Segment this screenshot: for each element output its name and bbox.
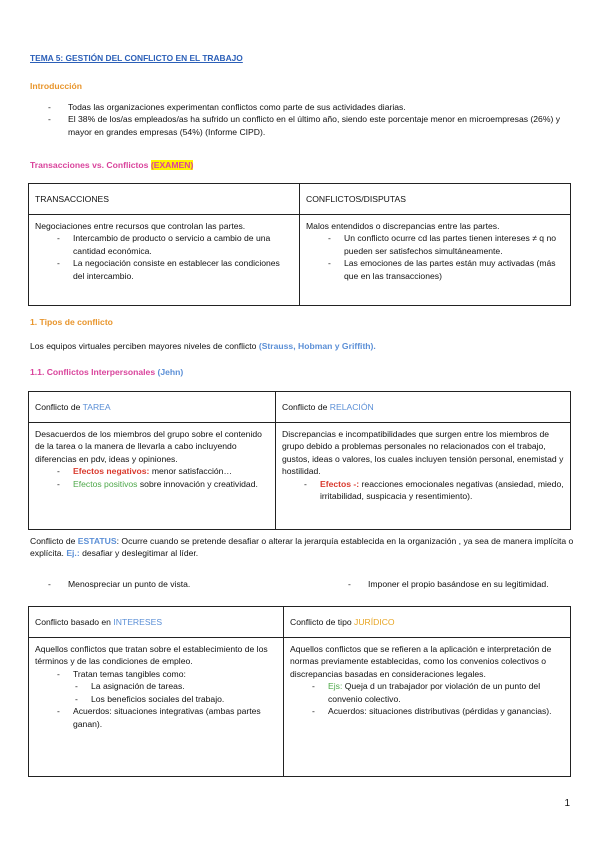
- conflictos-text: Malos entendidos o discrepancias entre las partes.: [306, 221, 500, 231]
- conflictos-header: CONFLICTOS/DISPUTAS: [300, 184, 571, 215]
- intereses-juridico-table: [28, 606, 571, 777]
- interpersonales-heading: 1.1. Conflictos Interpersonales (Jehn): [30, 367, 184, 377]
- tarea-header: Conflicto de TAREA: [29, 392, 276, 423]
- intereses-header: Conflicto basado en INTERESES: [29, 607, 284, 638]
- list-item: - Efectos -: reacciones emocionales negativas (ansiedad, miedo, irritabilidad, suspicacia y resentimiento).: [282, 478, 564, 503]
- transacciones-header: TRANSACCIONES: [29, 184, 300, 215]
- list-item: - Un conflicto ocurre cd las partes tienen intereses ≠ q no pueden ser satisfechos simultáneamente.: [306, 232, 564, 257]
- juridico-text: Aquellos conflictos que se refieren a la aplicación e interpretación de normas previamente establecidas, como los convenios colectivos o discrepancias basadas en consideraciones legales.: [290, 644, 552, 679]
- intro-heading: Introducción: [30, 81, 83, 91]
- list-item: - Ejs: Queja d un trabajador por violación de un punto del convenio colectivo.: [290, 680, 564, 705]
- list-item: - Tratan temas tangibles como:: [35, 668, 277, 680]
- list-item: - Las emociones de las partes están muy activadas (más que en las transacciones): [306, 257, 564, 282]
- exam-badge: (EXAMEN): [150, 160, 194, 170]
- tipos-text: Los equipos virtuales perciben mayores niveles de conflicto (Strauss, Hobman y Griffith).: [30, 341, 376, 351]
- transacciones-table: [28, 183, 571, 306]
- page-number: 1: [564, 798, 570, 809]
- list-item: - La negociación consiste en establecer las condiciones del intercambio.: [35, 257, 293, 282]
- list-item: - Los beneficios sociales del trabajo.: [35, 693, 277, 705]
- estatus-paragraph: Conflicto de ESTATUS: Ocurre cuando se pretende desafiar o alterar la jerarquía establecida en la organización , ya sea de manera implícita o explícita. Ej.: desafiar y deslegitimar al líder.: [30, 536, 574, 559]
- list-item: - La asignación de tareas.: [35, 680, 277, 692]
- tipos-heading: 1. Tipos de conflicto: [30, 317, 113, 327]
- intereses-text: Aquellos conflictos que tratan sobre el establecimiento de los términos y de las condiciones de empleo.: [35, 644, 268, 667]
- relacion-text: Discrepancias e incompatibilidades que surgen entre los miembros de grupo debido a problemas personales no relacionados con el trabajo, gustos, ideas o valores, los cuales incluyen tensión personal, enemistad y hostilidad.: [282, 429, 564, 477]
- transacciones-text: Negociaciones entre recursos que controlan las partes.: [35, 221, 246, 231]
- interpersonales-table: [28, 391, 571, 530]
- list-item: - Intercambio de producto o servicio a cambio de una cantidad económica.: [35, 232, 293, 257]
- tarea-text: Desacuerdos de los miembros del grupo sobre el contenido de la tarea o la manera de llevarla a cabo incluyendo diferencias en pdv, ideas y opiniones.: [35, 429, 262, 464]
- transacciones-heading: Transacciones vs. Conflictos (EXAMEN): [30, 160, 194, 170]
- list-item: - Imponer el propio basándose en su legitimidad.: [330, 578, 590, 590]
- juridico-header: Conflicto de tipo JURÍDICO: [284, 607, 571, 638]
- list-item: - Todas las organizaciones experimentan conflictos como parte de sus actividades diarias.: [30, 101, 570, 113]
- relacion-header: Conflicto de RELACIÓN: [276, 392, 571, 423]
- list-item: - Acuerdos: situaciones integrativas (ambas partes ganan).: [35, 705, 277, 730]
- list-item: - El 38% de los/as empleados/as ha sufrido un conflicto en el último año, siendo este porcentaje menor en microempresas (26%) y mayor en grandes empresas (54%) (Informe CIPD).: [30, 113, 570, 138]
- list-item: - Efectos positivos sobre innovación y creatividad.: [35, 478, 269, 490]
- list-item: - Menospreciar un punto de vista.: [30, 578, 310, 590]
- list-item: - Efectos negativos: menor satisfacción…: [35, 465, 269, 477]
- list-item: - Acuerdos: situaciones distributivas (pérdidas y ganancias).: [290, 705, 564, 717]
- page-title: TEMA 5: GESTIÓN DEL CONFLICTO EN EL TRABAJO: [30, 53, 243, 63]
- intro-list: [30, 101, 570, 138]
